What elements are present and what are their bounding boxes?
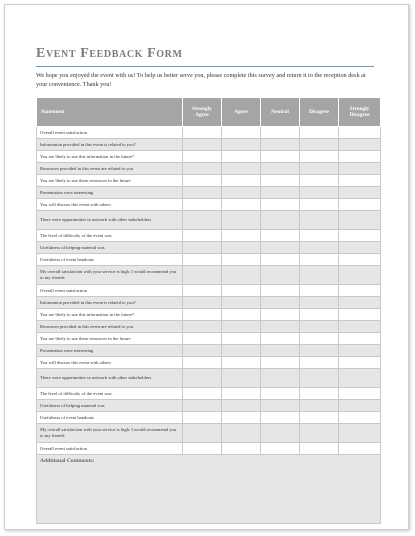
table-row: [37, 151, 381, 163]
rating-cell-strongly-agree[interactable]: [183, 199, 222, 211]
rating-cell-agree[interactable]: [222, 369, 261, 388]
rating-cell-strongly-disagree[interactable]: [339, 266, 381, 285]
col-header-strongly-disagree: Strongly Disagree: [339, 98, 381, 127]
rating-cell-strongly-agree[interactable]: [183, 357, 222, 369]
table-row: [37, 321, 381, 333]
rating-cell-strongly-disagree[interactable]: [339, 211, 381, 230]
rating-cell-agree[interactable]: [222, 321, 261, 333]
statement-cell: The level of difficulty of the event was: [37, 230, 183, 242]
table-row: [37, 199, 381, 211]
rating-cell-disagree[interactable]: [300, 163, 339, 175]
table-row: [37, 443, 381, 455]
rating-cell-neutral[interactable]: [261, 369, 300, 388]
rating-cell-neutral[interactable]: [261, 412, 300, 424]
rating-cell-agree[interactable]: [222, 297, 261, 309]
rating-cell-strongly-disagree[interactable]: [339, 139, 381, 151]
rating-cell-agree[interactable]: [222, 400, 261, 412]
table-row: [37, 333, 381, 345]
statement-cell: Usefulness of event handouts: [37, 412, 183, 424]
rating-cell-agree[interactable]: [222, 199, 261, 211]
table-row: [37, 388, 381, 400]
table-row: [37, 345, 381, 357]
rating-cell-agree[interactable]: [222, 139, 261, 151]
table-row: [37, 285, 381, 297]
feedback-table: [36, 97, 381, 524]
rating-cell-disagree[interactable]: [300, 388, 339, 400]
rating-cell-agree[interactable]: [222, 211, 261, 230]
rating-cell-disagree[interactable]: [300, 127, 339, 139]
rating-cell-strongly-disagree[interactable]: [339, 400, 381, 412]
statement-cell: Overall event satisfaction: [37, 443, 183, 455]
rating-cell-agree[interactable]: [222, 443, 261, 455]
form-title: Event Feedback Form: [36, 46, 183, 61]
statement-cell: There were opportunities to network with other stakeholders: [37, 211, 183, 230]
rating-cell-neutral[interactable]: [261, 175, 300, 187]
rating-cell-neutral[interactable]: [261, 333, 300, 345]
rating-cell-disagree[interactable]: [300, 187, 339, 199]
rating-cell-strongly-disagree[interactable]: [339, 333, 381, 345]
rating-cell-disagree[interactable]: [300, 139, 339, 151]
statement-cell: Usefulness of event handouts: [37, 254, 183, 266]
rating-cell-agree[interactable]: [222, 242, 261, 254]
rating-cell-neutral[interactable]: [261, 345, 300, 357]
statement-cell: The level of difficulty of the event was: [37, 388, 183, 400]
rating-cell-neutral[interactable]: [261, 187, 300, 199]
rating-cell-neutral[interactable]: [261, 230, 300, 242]
rating-cell-agree[interactable]: [222, 230, 261, 242]
rating-cell-disagree[interactable]: [300, 424, 339, 443]
rating-cell-strongly-agree[interactable]: [183, 242, 222, 254]
table-row: [37, 139, 381, 151]
statement-cell: You are likely to use this information in the future?: [37, 309, 183, 321]
rating-cell-agree[interactable]: [222, 333, 261, 345]
rating-cell-neutral[interactable]: [261, 266, 300, 285]
rating-cell-strongly-agree[interactable]: [183, 285, 222, 297]
rating-cell-agree[interactable]: [222, 388, 261, 400]
rating-cell-strongly-disagree[interactable]: [339, 187, 381, 199]
rating-cell-neutral[interactable]: [261, 321, 300, 333]
rating-cell-strongly-disagree[interactable]: [339, 412, 381, 424]
statement-cell: Presentation were interesting: [37, 345, 183, 357]
table-row: [37, 163, 381, 175]
rating-cell-neutral[interactable]: [261, 211, 300, 230]
rating-cell-disagree[interactable]: [300, 254, 339, 266]
statement-cell: You are likely to use these resources in the future: [37, 175, 183, 187]
rating-cell-strongly-disagree[interactable]: [339, 443, 381, 455]
rating-cell-neutral[interactable]: [261, 309, 300, 321]
table-row: [37, 127, 381, 139]
statement-cell: Usefulness of helping material was: [37, 400, 183, 412]
rating-cell-strongly-agree[interactable]: [183, 333, 222, 345]
rating-cell-disagree[interactable]: [300, 151, 339, 163]
rating-cell-agree[interactable]: [222, 345, 261, 357]
rating-cell-strongly-agree[interactable]: [183, 400, 222, 412]
rating-cell-strongly-agree[interactable]: [183, 151, 222, 163]
col-header-agree: Agree: [222, 98, 261, 127]
rating-cell-strongly-agree[interactable]: [183, 127, 222, 139]
rating-cell-neutral[interactable]: [261, 242, 300, 254]
rating-cell-strongly-disagree[interactable]: [339, 345, 381, 357]
rating-cell-disagree[interactable]: [300, 345, 339, 357]
rating-cell-neutral[interactable]: [261, 163, 300, 175]
rating-cell-strongly-disagree[interactable]: [339, 163, 381, 175]
rating-cell-agree[interactable]: [222, 412, 261, 424]
table-row: [37, 211, 381, 230]
statement-cell: Resources provided in this event are related to you: [37, 163, 183, 175]
rating-cell-disagree[interactable]: [300, 199, 339, 211]
rating-cell-strongly-agree[interactable]: [183, 187, 222, 199]
rating-cell-strongly-disagree[interactable]: [339, 357, 381, 369]
statement-cell: My overall satisfaction with your service is high. I would recommend you to my friends: [37, 424, 183, 443]
rating-cell-strongly-disagree[interactable]: [339, 285, 381, 297]
additional-comments-field[interactable]: Additional Comments:: [37, 455, 381, 524]
rating-cell-agree[interactable]: [222, 151, 261, 163]
table-row: [37, 369, 381, 388]
rating-cell-agree[interactable]: [222, 163, 261, 175]
rating-cell-agree[interactable]: [222, 187, 261, 199]
table-row: [37, 424, 381, 443]
rating-cell-strongly-disagree[interactable]: [339, 321, 381, 333]
rating-cell-strongly-agree[interactable]: [183, 321, 222, 333]
rating-cell-strongly-disagree[interactable]: [339, 175, 381, 187]
rating-cell-strongly-disagree[interactable]: [339, 199, 381, 211]
rating-cell-agree[interactable]: [222, 424, 261, 443]
rating-cell-neutral[interactable]: [261, 285, 300, 297]
rating-cell-strongly-disagree[interactable]: [339, 424, 381, 443]
rating-cell-neutral[interactable]: [261, 357, 300, 369]
rating-cell-strongly-agree[interactable]: [183, 443, 222, 455]
rating-cell-strongly-disagree[interactable]: [339, 309, 381, 321]
rating-cell-neutral[interactable]: [261, 254, 300, 266]
rating-cell-disagree[interactable]: [300, 266, 339, 285]
statement-cell: Overall event satisfaction: [37, 285, 183, 297]
rating-cell-agree[interactable]: [222, 127, 261, 139]
intro-text: We hope you enjoyed the event with us! To help us better serve you, please complete this survey and return it to the reception desk at your convenience. Thank you!: [36, 72, 366, 88]
rating-cell-disagree[interactable]: [300, 309, 339, 321]
table-row: [37, 175, 381, 187]
rating-cell-agree[interactable]: [222, 309, 261, 321]
rating-cell-neutral[interactable]: [261, 151, 300, 163]
table-row: [37, 187, 381, 199]
table-header-row: [37, 98, 381, 127]
table-row: [37, 297, 381, 309]
statement-cell: Overall event satisfaction: [37, 127, 183, 139]
rating-cell-strongly-agree[interactable]: [183, 163, 222, 175]
comments-row: [37, 455, 381, 524]
rating-cell-strongly-agree[interactable]: [183, 254, 222, 266]
table-row: [37, 400, 381, 412]
rating-cell-strongly-disagree[interactable]: [339, 151, 381, 163]
rating-cell-disagree[interactable]: [300, 321, 339, 333]
rating-cell-strongly-agree[interactable]: [183, 369, 222, 388]
rating-cell-agree[interactable]: [222, 357, 261, 369]
rating-cell-strongly-disagree[interactable]: [339, 388, 381, 400]
rating-cell-disagree[interactable]: [300, 443, 339, 455]
col-header-neutral: Neutral: [261, 98, 300, 127]
statement-cell: Presentation were interesting: [37, 187, 183, 199]
statement-cell: There were opportunities to network with other stakeholders: [37, 369, 183, 388]
rating-cell-strongly-agree[interactable]: [183, 230, 222, 242]
rating-cell-neutral[interactable]: [261, 127, 300, 139]
rating-cell-neutral[interactable]: [261, 297, 300, 309]
rating-cell-strongly-agree[interactable]: [183, 139, 222, 151]
table-row: [37, 357, 381, 369]
rating-cell-strongly-disagree[interactable]: [339, 127, 381, 139]
rating-cell-neutral[interactable]: [261, 400, 300, 412]
rating-cell-strongly-agree[interactable]: [183, 211, 222, 230]
rating-cell-disagree[interactable]: [300, 242, 339, 254]
rating-cell-strongly-disagree[interactable]: [339, 369, 381, 388]
rating-cell-agree[interactable]: [222, 254, 261, 266]
rating-cell-disagree[interactable]: [300, 175, 339, 187]
statement-cell: You will discuss this event with others: [37, 357, 183, 369]
rating-cell-neutral[interactable]: [261, 139, 300, 151]
statement-cell: You are likely to use this information in the future?: [37, 151, 183, 163]
rating-cell-strongly-disagree[interactable]: [339, 230, 381, 242]
rating-cell-disagree[interactable]: [300, 357, 339, 369]
rating-cell-agree[interactable]: [222, 266, 261, 285]
statement-cell: You will discuss this event with others: [37, 199, 183, 211]
rating-cell-disagree[interactable]: [300, 333, 339, 345]
rating-cell-disagree[interactable]: [300, 297, 339, 309]
col-header-statement: Statement: [37, 98, 183, 127]
statement-cell: Information provided in this event is related to you?: [37, 139, 183, 151]
rating-cell-agree[interactable]: [222, 285, 261, 297]
col-header-disagree: Disagree: [300, 98, 339, 127]
rating-cell-strongly-disagree[interactable]: [339, 242, 381, 254]
title-rule: [36, 66, 374, 67]
rating-cell-neutral[interactable]: [261, 443, 300, 455]
statement-cell: Resources provided in this event are related to you: [37, 321, 183, 333]
rating-cell-strongly-agree[interactable]: [183, 388, 222, 400]
rating-cell-disagree[interactable]: [300, 230, 339, 242]
statement-cell: Usefulness of helping material was: [37, 242, 183, 254]
table-row: [37, 230, 381, 242]
rating-cell-neutral[interactable]: [261, 424, 300, 443]
rating-cell-neutral[interactable]: [261, 388, 300, 400]
rating-cell-strongly-agree[interactable]: [183, 297, 222, 309]
rating-cell-disagree[interactable]: [300, 400, 339, 412]
table-row: [37, 266, 381, 285]
rating-cell-strongly-agree[interactable]: [183, 412, 222, 424]
rating-cell-strongly-disagree[interactable]: [339, 297, 381, 309]
rating-cell-disagree[interactable]: [300, 369, 339, 388]
rating-cell-disagree[interactable]: [300, 412, 339, 424]
table-row: [37, 254, 381, 266]
table-row: [37, 412, 381, 424]
col-header-strongly-agree: Strongly Agree: [183, 98, 222, 127]
rating-cell-disagree[interactable]: [300, 285, 339, 297]
rating-cell-strongly-disagree[interactable]: [339, 254, 381, 266]
rating-cell-strongly-agree[interactable]: [183, 175, 222, 187]
rating-cell-agree[interactable]: [222, 175, 261, 187]
rating-cell-strongly-agree[interactable]: [183, 424, 222, 443]
statement-cell: You are likely to use these resources in the future: [37, 333, 183, 345]
table-row: [37, 309, 381, 321]
rating-cell-disagree[interactable]: [300, 211, 339, 230]
statement-cell: Information provided in this event is related to you?: [37, 297, 183, 309]
rating-cell-neutral[interactable]: [261, 199, 300, 211]
rating-cell-strongly-agree[interactable]: [183, 309, 222, 321]
statement-cell: My overall satisfaction with your service is high. I would recommend you to my friends: [37, 266, 183, 285]
rating-cell-strongly-agree[interactable]: [183, 266, 222, 285]
rating-cell-strongly-agree[interactable]: [183, 345, 222, 357]
table-row: [37, 242, 381, 254]
